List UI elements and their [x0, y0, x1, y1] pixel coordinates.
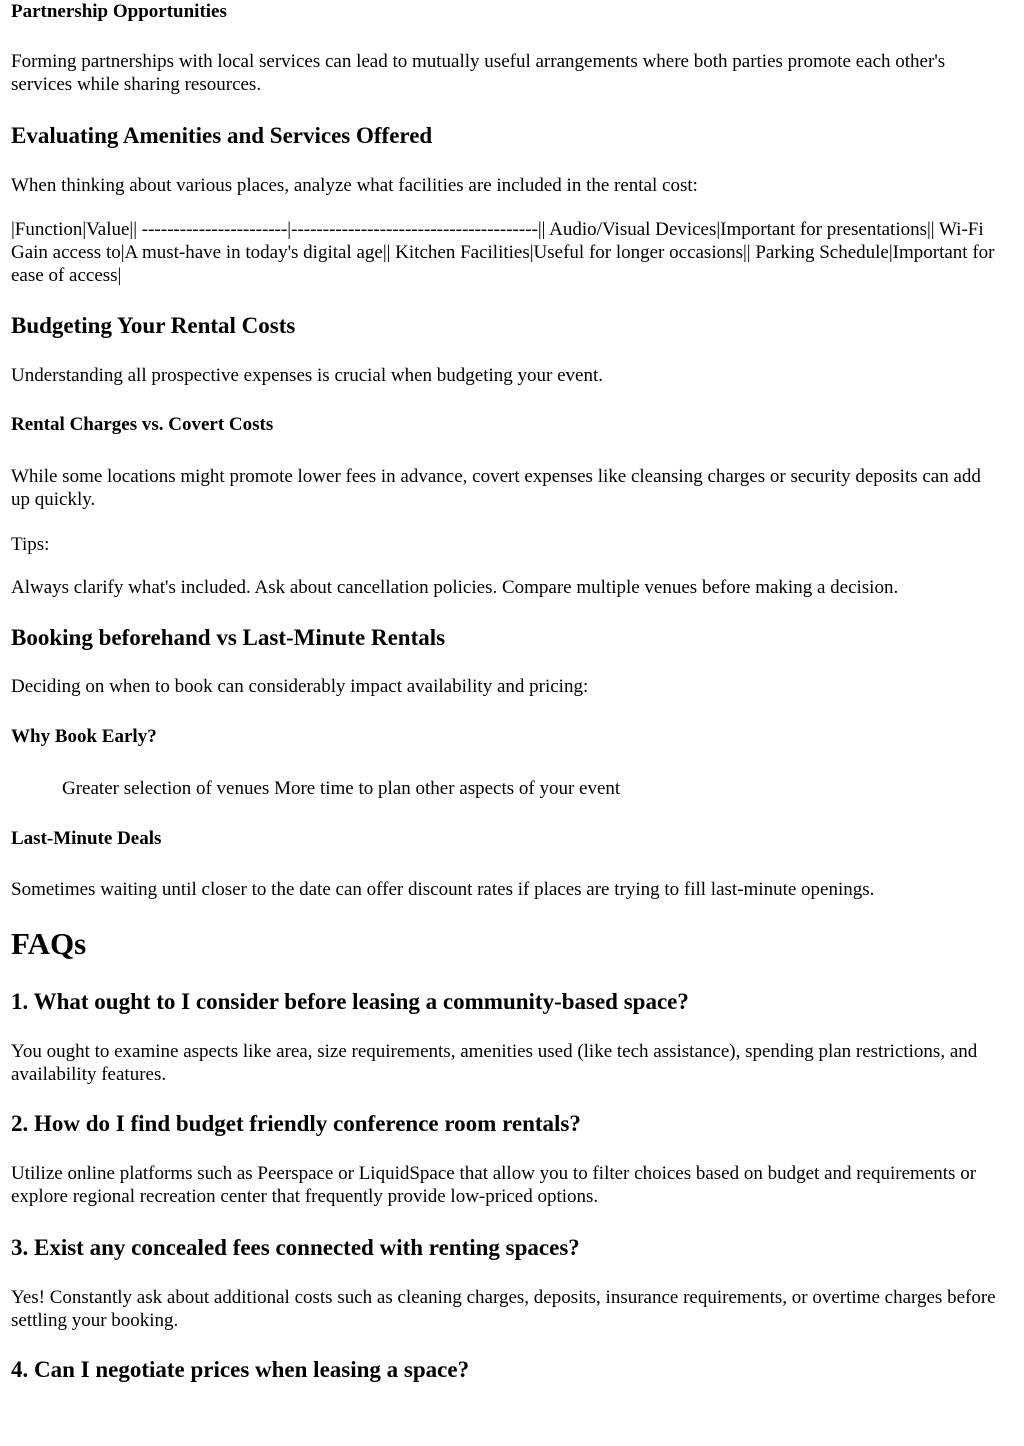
lastminute-paragraph: Sometimes waiting until closer to the date can offer discount rates if places are trying to fill last-minute openings.	[11, 879, 875, 900]
faq-answer-3: Yes! Constantly ask about additional costs such as cleaning charges, deposits, insurance requirements, or overtime charges before settling your booking.	[11, 1287, 996, 1331]
early-list-text: Greater selection of venues More time to plan other aspects of your event	[62, 778, 621, 799]
charges-paragraph: While some locations might promote lower fees in advance, covert expenses like cleansing charges or security deposits can add up quickly.	[11, 466, 981, 510]
faqs-heading: FAQs	[11, 926, 87, 961]
booking-paragraph: Deciding on when to book can considerably impact availability and pricing:	[11, 676, 589, 697]
lastminute-heading: Last-Minute Deals	[11, 828, 162, 849]
early-heading: Why Book Early?	[11, 726, 157, 747]
faq-question-2: 2. How do I find budget friendly conference room rentals?	[11, 1111, 581, 1136]
partnership-paragraph: Forming partnerships with local services can lead to mutually useful arrangements where both parties promote each other's services while sharing resources.	[11, 51, 946, 95]
tips-paragraph: Always clarify what's included. Ask about cancellation policies. Compare multiple venues before making a decision.	[11, 577, 899, 598]
partnership-heading: Partnership Opportunities	[11, 1, 227, 22]
tips-label: Tips:	[11, 534, 50, 555]
amenities-table-text: |Function|Value|| -----------------------|---------------------------------------|| Audio/Visual Devices|Important for presentations|| Wi-Fi Gain access to|A must-have in today's digital age|| Kitchen Facilities|Useful for longer occasions|| Parking Schedule|Important for ease of access|	[11, 219, 995, 286]
faq-question-1: 1. What ought to I consider before leasing a community-based space?	[11, 989, 689, 1014]
faq-answer-2: Utilize online platforms such as Peerspace or LiquidSpace that allow you to filter choices based on budget and requirements or explore regional recreation center that frequently provide low-priced options.	[11, 1163, 977, 1207]
faq-question-4: 4. Can I negotiate prices when leasing a space?	[11, 1357, 470, 1382]
faq-answer-1: You ought to examine aspects like area, size requirements, amenities used (like tech assistance), spending plan restrictions, and availability features.	[11, 1041, 978, 1085]
faq-question-3: 3. Exist any concealed fees connected with renting spaces?	[11, 1235, 580, 1260]
budget-paragraph: Understanding all prospective expenses is crucial when budgeting your event.	[11, 365, 603, 386]
amenities-intro: When thinking about various places, analyze what facilities are included in the rental cost:	[11, 175, 698, 196]
budget-heading: Budgeting Your Rental Costs	[11, 313, 296, 338]
amenities-heading: Evaluating Amenities and Services Offered	[11, 123, 433, 148]
charges-heading: Rental Charges vs. Covert Costs	[11, 414, 274, 435]
booking-heading: Booking beforehand vs Last-Minute Rentals	[11, 625, 446, 650]
